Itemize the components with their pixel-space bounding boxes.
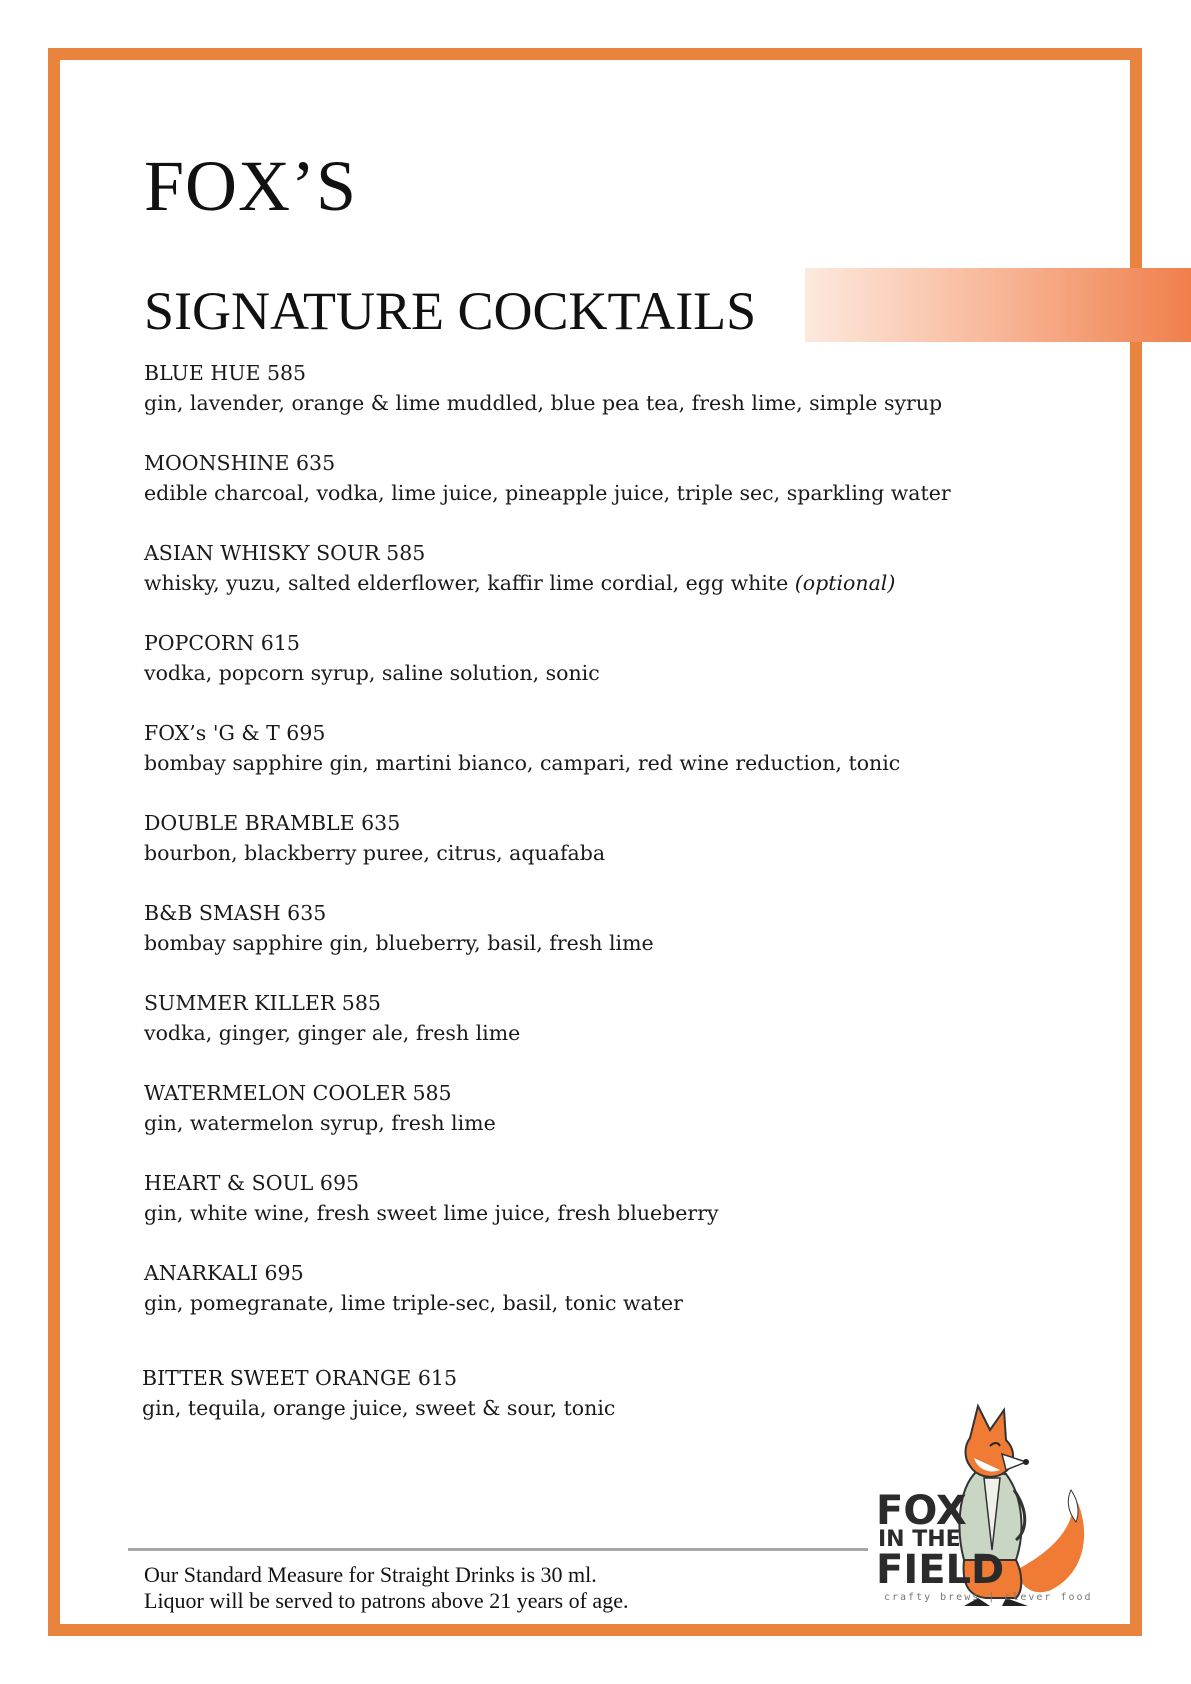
- logo-word-in-the: IN THE: [878, 1527, 961, 1552]
- menu-item: [144, 808, 944, 898]
- menu-item: [144, 1168, 944, 1258]
- item-name: ASIAN WHISKY SOUR 585: [144, 541, 426, 565]
- item-description: bombay sapphire gin, martini bianco, campari, red wine reduction, tonic: [144, 751, 901, 775]
- accent-band: [805, 268, 1191, 342]
- item-name: HEART & SOUL 695: [144, 1171, 360, 1195]
- item-description: gin, tequila, orange juice, sweet & sour, tonic: [142, 1396, 616, 1420]
- item-description: edible charcoal, vodka, lime juice, pineapple juice, triple sec, sparkling water: [144, 481, 951, 505]
- menu-item: [144, 898, 944, 988]
- item-name: BLUE HUE 585: [144, 361, 307, 385]
- menu-title: SIGNATURE COCKTAILS: [144, 281, 757, 341]
- item-name: WATERMELON COOLER 585: [144, 1081, 452, 1105]
- logo-word-field: FIELD: [876, 1546, 1005, 1593]
- menu-item: [144, 538, 944, 628]
- logo-wordmark: [876, 1488, 1005, 1593]
- item-name: FOX’s 'G & T 695: [144, 721, 326, 745]
- menu-item: [144, 358, 944, 448]
- footer-line-measure: Our Standard Measure for Straight Drinks is 30 ml.: [144, 1562, 597, 1587]
- brand-heading: FOX’S: [144, 146, 358, 226]
- menu-item: [144, 448, 951, 538]
- item-description: vodka, ginger, ginger ale, fresh lime: [144, 1021, 521, 1045]
- item-description: bourbon, blackberry puree, citrus, aquafaba: [144, 841, 606, 865]
- menu-item: [144, 1258, 944, 1348]
- footer-divider: [128, 1548, 868, 1551]
- menu-item: [142, 1363, 944, 1453]
- cocktail-list: [142, 358, 951, 1453]
- item-name: MOONSHINE 635: [144, 451, 336, 475]
- item-name: BITTER SWEET ORANGE 615: [142, 1366, 458, 1390]
- item-name: ANARKALI 695: [144, 1261, 304, 1285]
- footer-notice: [144, 1562, 628, 1614]
- item-description: gin, pomegranate, lime triple-sec, basil, tonic water: [144, 1291, 683, 1315]
- footer-line-age: Liquor will be served to patrons above 21 years of age.: [144, 1588, 629, 1613]
- item-description: vodka, popcorn syrup, saline solution, sonic: [144, 661, 600, 685]
- menu-item: [144, 1078, 944, 1168]
- menu-item: [144, 628, 944, 718]
- item-name: DOUBLE BRAMBLE 635: [144, 811, 401, 835]
- item-name: B&B SMASH 635: [144, 901, 327, 925]
- item-name: SUMMER KILLER 585: [144, 991, 381, 1015]
- optional-note: (optional): [794, 571, 896, 595]
- menu-item: [144, 988, 944, 1078]
- item-description: [144, 568, 944, 598]
- logo-tagline: crafty brews | clever food: [884, 1592, 1093, 1603]
- logo-word-fox: FOX: [876, 1488, 967, 1534]
- item-description: gin, white wine, fresh sweet lime juice, fresh blueberry: [144, 1201, 719, 1225]
- item-description-text: whisky, yuzu, salted elderflower, kaffir lime cordial, egg white: [144, 571, 795, 595]
- menu-item: [144, 718, 944, 808]
- item-name: POPCORN 615: [144, 631, 300, 655]
- item-description: bombay sapphire gin, blueberry, basil, fresh lime: [144, 931, 654, 955]
- item-description: gin, lavender, orange & lime muddled, blue pea tea, fresh lime, simple syrup: [144, 391, 943, 415]
- item-description: gin, watermelon syrup, fresh lime: [144, 1111, 496, 1135]
